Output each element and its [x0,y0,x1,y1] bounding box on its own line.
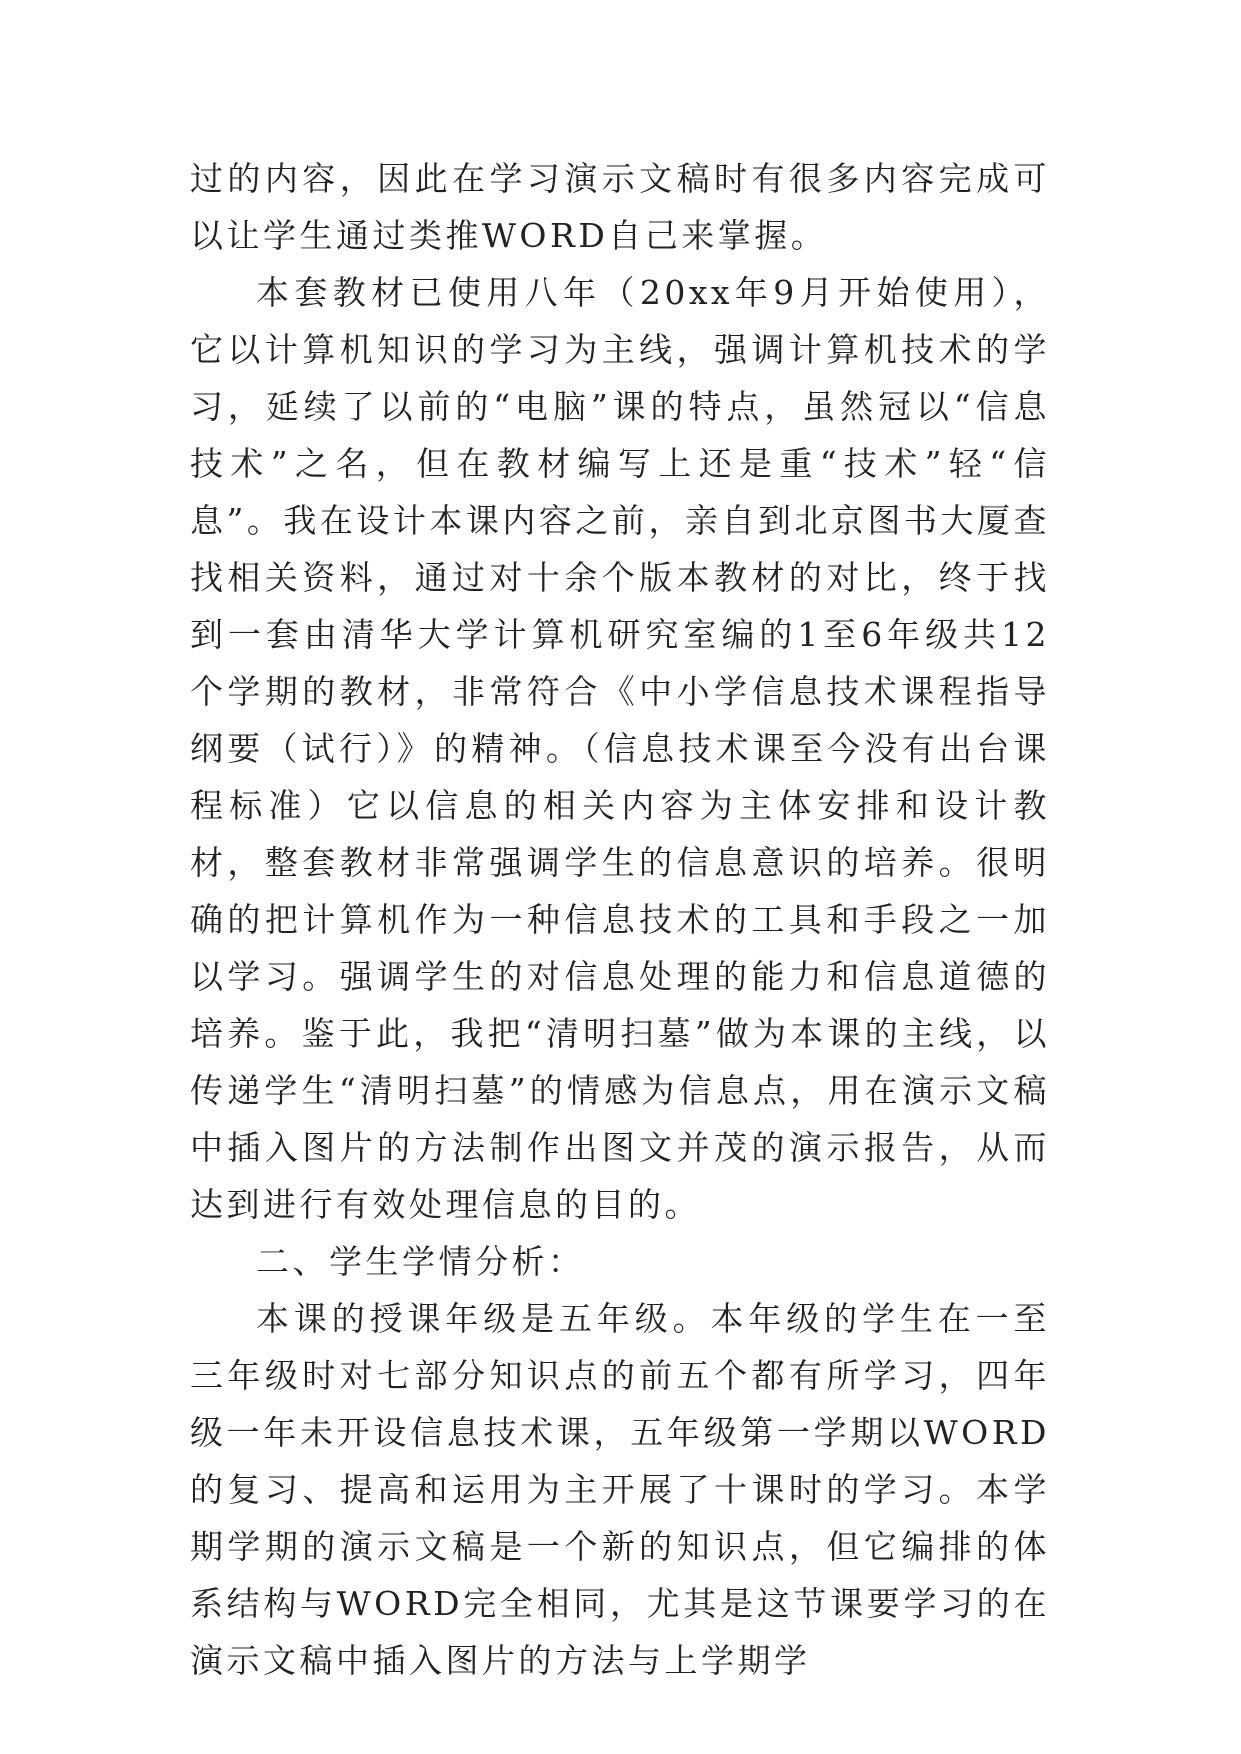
paragraph-textbook-analysis: 本套教材已使用八年（20xx年9月开始使用），它以计算机知识的学习为主线，强调计算机技术的学习，延续了以前的“电脑”课的特点，虽然冠以“信息技术”之名，但在教材编写上还是重“技术”轻“信息”。我在设计本课内容之前，亲自到北京图书大厦查找相关资料，通过对十余个版本教材的对比，终于找到一套由清华大学计算机研究室编的1至6年级共12个学期的教材，非常符合《中小学信息技术课程指导纲要（试行）》的精神。（信息技术课至今没有出台课程标准）它以信息的相关内容为主体安排和设计教材，整套教材非常强调学生的信息意识的培养。很明确的把计算机作为一种信息技术的工具和手段之一加以学习。强调学生的对信息处理的能力和信息道德的培养。鉴于此，我把“清明扫墓”做为本课的主线，以传递学生“清明扫墓”的情感为信息点，用在演示文稿中插入图片的方法制作出图文并茂的演示报告，从而达到进行有效处理信息的目的。 [190,273,1050,1224]
paragraph-student-analysis: 本课的授课年级是五年级。本年级的学生在一至三年级时对七部分知识点的前五个都有所学习，四年级一年未开设信息技术课，五年级第一学期以WORD的复习、提高和运用为主开展了十课时的学习。本学期学期的演示文稿是一个新的知识点，但它编排的体系结构与WORD完全相同，尤其是这节课要学习的在演示文稿中插入图片的方法与上学期学 [190,1299,1050,1680]
section-heading-student-analysis: 二、学生学情分析： [256,1242,585,1281]
document-page [190,150,1050,1689]
paragraph-continuation: 过的内容，因此在学习演示文稿时有很多内容完成可以让学生通过类推WORD自己来掌握。 [190,159,1050,255]
